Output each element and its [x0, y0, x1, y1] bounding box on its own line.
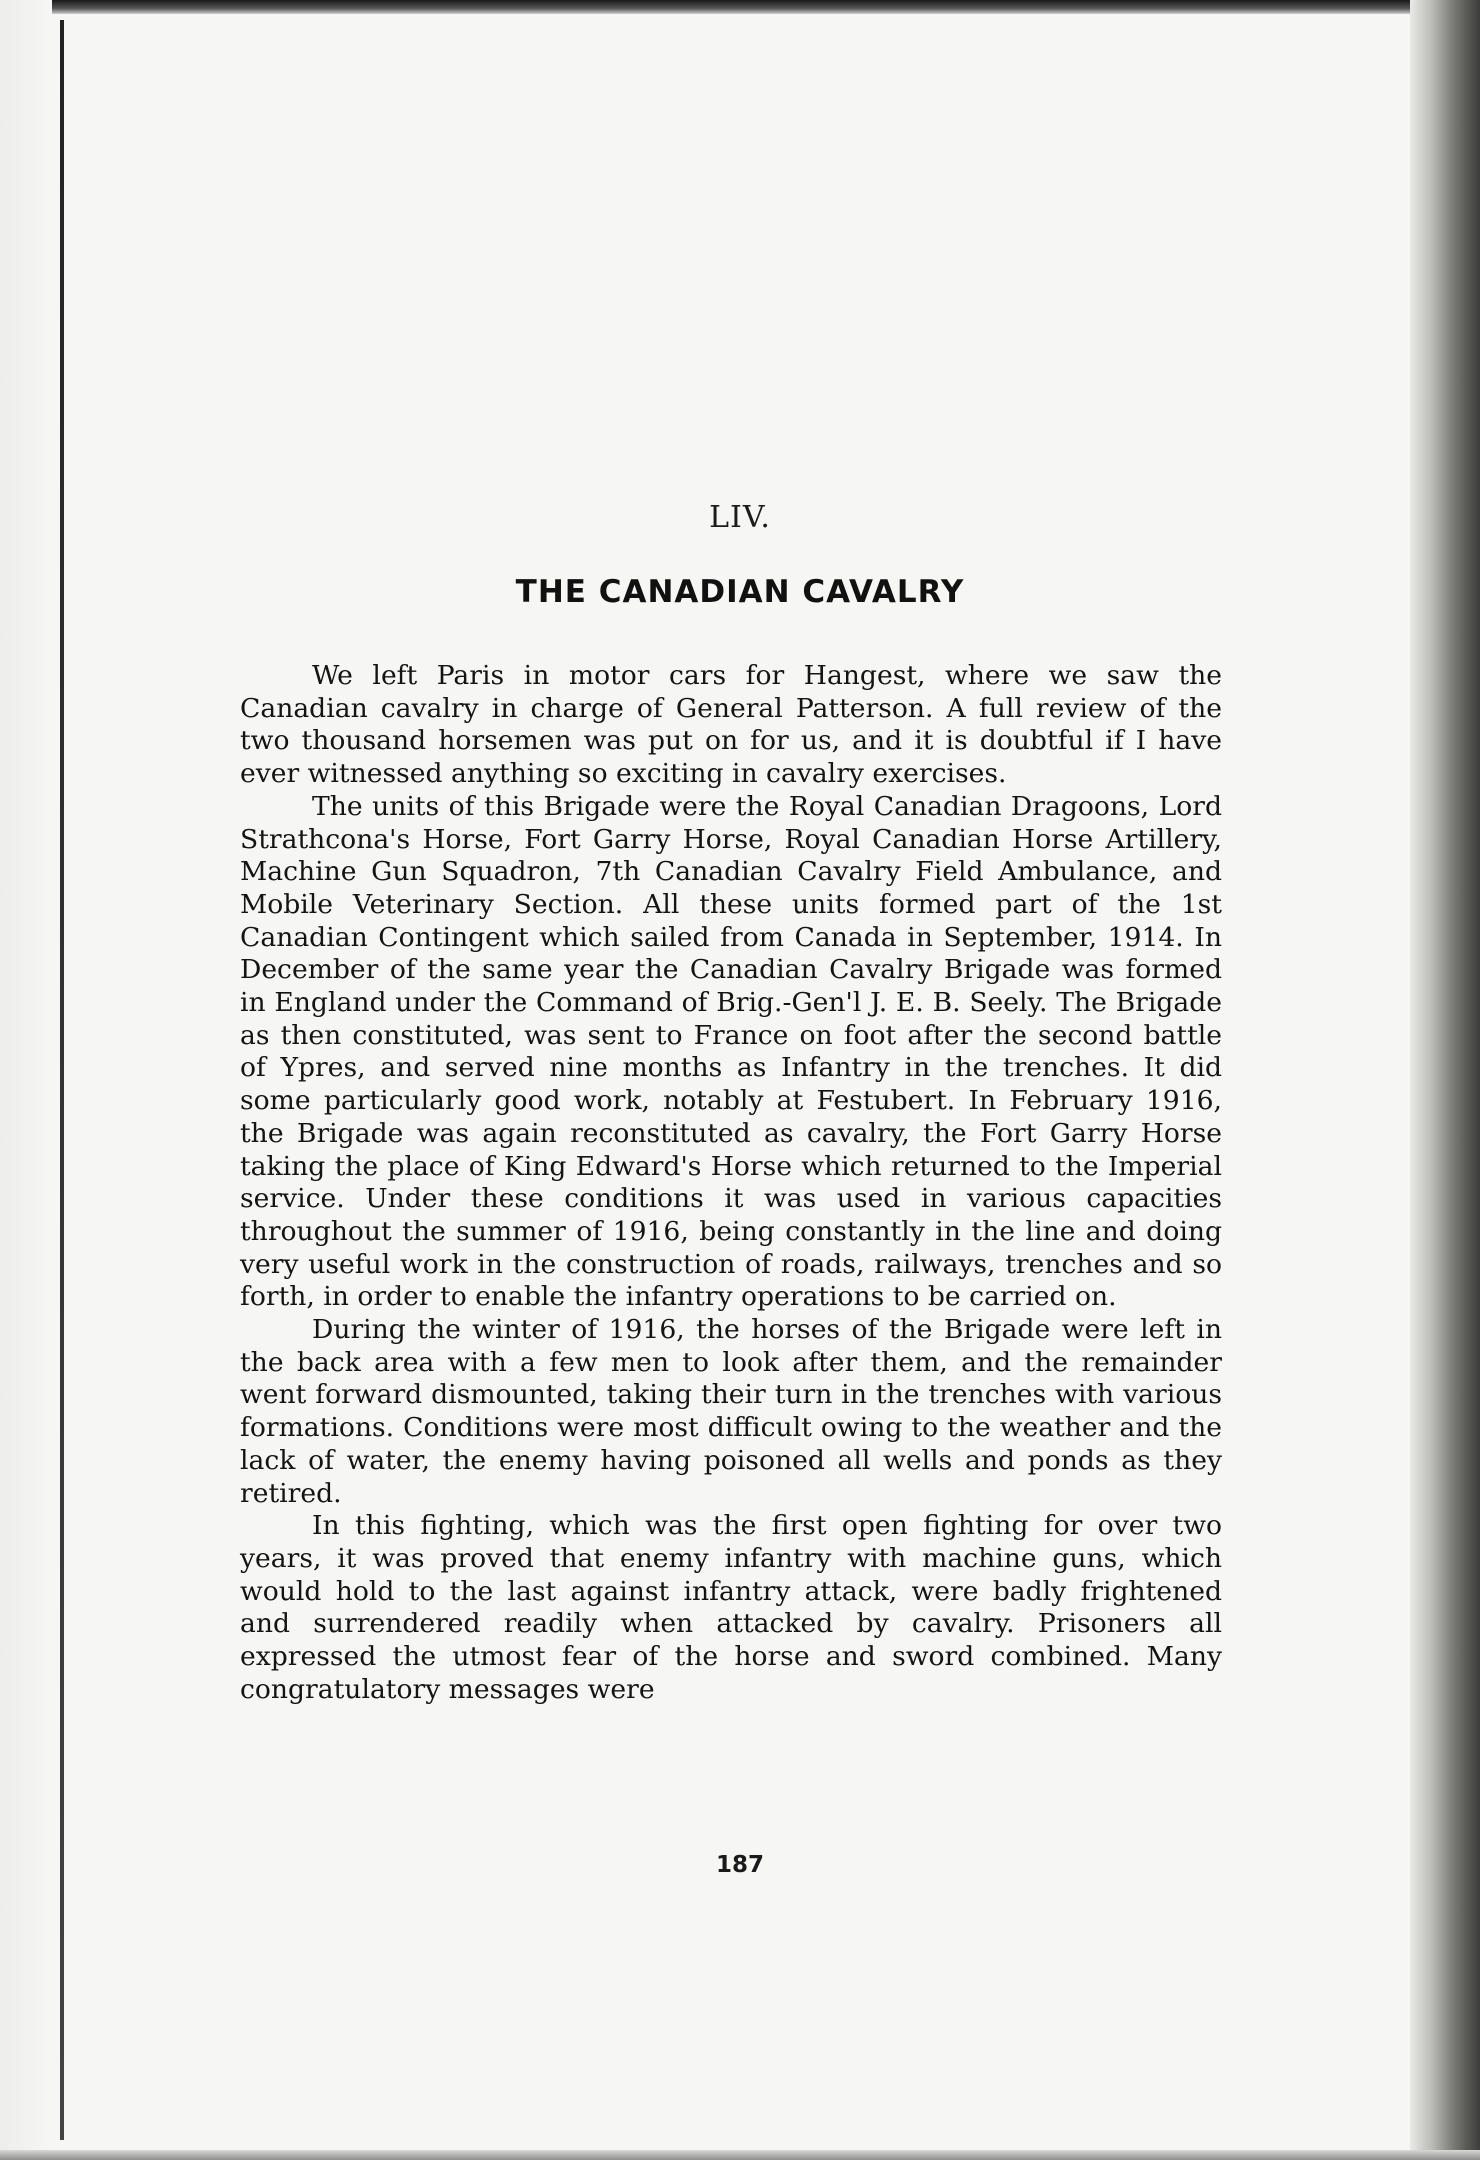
chapter-number: LIV.: [709, 500, 771, 535]
page-bottom-edge: [0, 2150, 1480, 2160]
page-number: 187: [715, 1852, 764, 1878]
paragraph: During the winter of 1916, the horses of the Brigade were left in the back area with a few men to look after them, and the remainder went forward dismounted, taking their turn in the trenches with various formations. Conditions were most difficult owing to the weather and the lack of water, the enemy having poisoned all wells and ponds as they retired.: [240, 1314, 1222, 1509]
paragraph: The units of this Brigade were the Royal Canadian Dragoons, Lord Strathcona's Horse, Fort Garry Horse, Royal Canadian Horse Artillery, Machine Gun Squadron, 7th Canadian Cavalry Field Ambulance, and Mobile Veterinary Section. All these units formed part of the 1st Canadian Contingent which sailed from Canada in September, 1914. In December of the same year the Canadian Cavalry Brigade was formed in England under the Command of Brig.-Gen'l J. E. B. Seely. The Brigade as then constituted, was sent to France on foot after the second battle of Ypres, and served nine months as Infantry in the trenches. It did some particularly good work, notably at Festubert. In February 1916, the Brigade was again reconstituted as cavalry, the Fort Garry Horse taking the place of King Edward's Horse which returned to the Imperial service. Under these conditions it was used in various capacities throughout the summer of 1916, being constantly in the line and doing very useful work in the construction of roads, railways, trenches and so forth, in order to enable the infantry operations to be carried on.: [240, 790, 1222, 1313]
page-top-edge: [0, 0, 1480, 14]
paragraph: We left Paris in motor cars for Hangest, where we saw the Canadian cavalry in charge of General Patterson. A full review of the two thousand horsemen was put on for us, and it is doubtful if I have ever witnessed anything so exciting in cavalry exercises.: [240, 660, 1222, 790]
chapter-body: [240, 660, 1222, 1707]
page-right-edge-shadow: [1410, 0, 1480, 2160]
paragraph: In this fighting, which was the first open fighting for over two years, it was proved that enemy infantry with machine guns, which would hold to the last against infantry attack, were badly frightened and surrendered readily when attacked by cavalry. Prisoners all expressed the utmost fear of the horse and sword combined. Many congratulatory messages were: [240, 1510, 1222, 1705]
binding-rule: [60, 20, 64, 2140]
chapter-title: THE CANADIAN CAVALRY: [515, 574, 965, 610]
page-left-margin: [0, 0, 52, 2160]
